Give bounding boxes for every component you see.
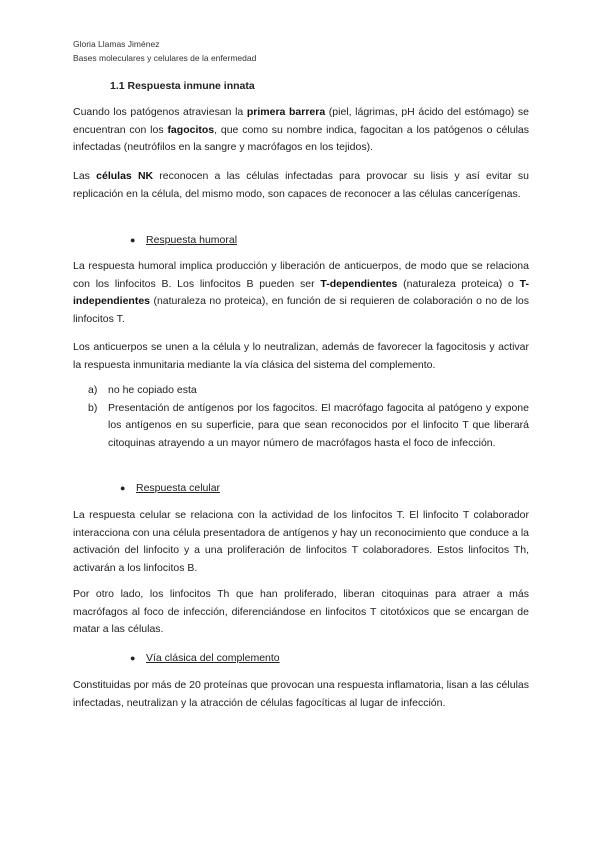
paragraph-first-barrier <box>73 104 529 157</box>
paragraph-cellular: La respuesta celular se relaciona con la actividad de los linfocitos T. El linfocito T colaborador interacciona con una célula presentadora de antígenos y hay un reconocimiento que conduce a la activación del linfocito y a una proliferación de linfocitos T colaboradores. Estos linfocitos Th, activarán a los linfocitos B. <box>73 509 529 575</box>
bullet-humoral <box>130 232 237 249</box>
bullet-dot: ● <box>130 235 136 245</box>
paragraph-complement: Constituidas por más de 20 proteínas que provocan una respuesta inflamatoria, lisan a las células infectadas, neutralizan y la atracción de células fagocíticas al lugar de infección. <box>73 679 529 709</box>
bold-term: células NK <box>96 170 154 182</box>
list-text: Presentación de antígenos por los fagocitos. El macrófago fagocita al patógeno y expone los antígenos en su superficie, para que sean reconocidos por el linfocito T que liberará citoquinas atrayendo a un mayor número de macrófagos hasta el foco de infección. <box>108 401 529 450</box>
lettered-list <box>88 382 529 453</box>
text-run: (naturaleza proteica) o <box>397 277 520 290</box>
text-run: La respuesta humoral implica producción y liberación de anticuerpos, de modo que se relaciona con los linfocitos B. Los linfocitos B pueden ser <box>73 260 529 290</box>
bullet-label: Vía clásica del complemento <box>146 652 280 664</box>
text-run: , que como su nombre indica, fagocitan a los patógenos o células infectadas (neutrófilos en la sangre y macrófagos en los tejidos). <box>73 123 529 154</box>
bullet-dot: ● <box>130 653 136 663</box>
header-subject: Bases moleculares y celulares de la enfermedad <box>73 53 257 63</box>
bold-term: fagocitos <box>167 123 215 136</box>
bullet-cellular <box>120 480 220 497</box>
text-run: (piel, lágrimas, pH ácido del estómago) se encuentran con los <box>73 106 529 136</box>
list-text: no he copiado esta <box>108 384 197 396</box>
list-marker: b) <box>88 401 98 414</box>
paragraph-th-lymphocytes: Por otro lado, los linfocitos Th que han proliferado, liberan citoquinas para atraer a más macrófagos al foco de infección, diferenciándose en linfocitos T citotóxicos que se encargan de matar a las células. <box>73 588 529 636</box>
bold-term: primera barrera <box>246 106 326 118</box>
list-item <box>88 382 529 400</box>
paragraph-humoral <box>73 258 529 329</box>
paragraph-antibodies: Los anticuerpos se unen a la célula y lo neutralizan, además de favorecer la fagocitosis y activar la respuesta inmunitaria mediante la vía clásica del sistema del complemento. <box>73 341 529 371</box>
text-run: reconocen a las células infectadas para provocar su lisis y así evitar su replicación en la célula, del mismo modo, son capaces de reconocer a las células cancerígenas. <box>73 170 529 200</box>
bullet-label: Respuesta celular <box>136 482 221 494</box>
bullet-label: Respuesta humoral <box>146 234 238 246</box>
text-run: Las <box>73 170 97 182</box>
list-item <box>88 400 529 453</box>
list-marker: a) <box>88 384 98 396</box>
paragraph-nk-cells <box>73 168 529 203</box>
bullet-complement <box>130 650 280 667</box>
text-run: (naturaleza no proteica), en función de si requieren de colaboración o no de los linfocitos T. <box>73 295 529 326</box>
text-run: Cuando los patógenos atraviesan la <box>73 106 247 118</box>
page-header <box>73 37 256 65</box>
section-title: 1.1 Respuesta inmune innata <box>110 80 255 92</box>
bold-term: T-independientes <box>73 277 529 308</box>
bullet-dot: ● <box>120 483 126 493</box>
header-author: Gloria Llamas Jiménez <box>73 39 160 49</box>
bold-term: T-dependientes <box>320 277 398 290</box>
